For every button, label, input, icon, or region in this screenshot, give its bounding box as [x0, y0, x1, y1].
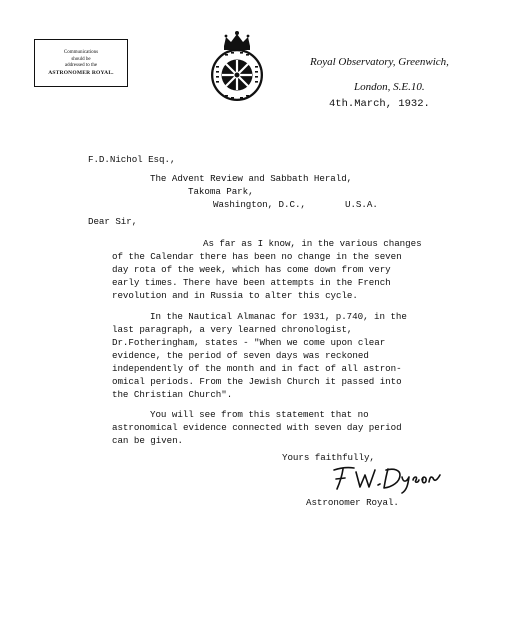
recipient-place: Takoma Park,	[188, 186, 254, 197]
body-line: can be given.	[112, 435, 184, 446]
address-line: Royal Observatory, Greenwich,	[310, 56, 449, 68]
address-line: London, S.E.10.	[354, 81, 425, 93]
body-line: independently of the month and in fact of all astron-	[112, 363, 402, 374]
signatory-title: Astronomer Royal.	[306, 497, 399, 508]
body-line: day rota of the week, which has come down from very	[112, 264, 391, 275]
stamp-line: ASTRONOMER ROYAL.	[48, 69, 114, 76]
body-line: As far as I know, in the various changes	[203, 238, 422, 249]
recipient-name: F.D.Nichol Esq.,	[88, 154, 176, 165]
body-line: You will see from this statement that no	[150, 409, 369, 420]
letter-date: 4th.March, 1932.	[329, 98, 430, 110]
recipient-country: U.S.A.	[345, 199, 378, 210]
stamp-line: addressed to the	[64, 63, 98, 68]
body-line: omical periods. From the Jewish Church it passed into	[112, 376, 402, 387]
body-line: early times. There have been attempts in the French	[112, 277, 391, 288]
closing: Yours faithfully,	[282, 452, 375, 463]
body-line: evidence, the period of seven days was reckoned	[112, 350, 369, 361]
stamp-line: Communications	[63, 50, 99, 55]
body-line: astronomical evidence connected with seven day period	[112, 422, 402, 433]
stamp-line: should be	[71, 56, 91, 62]
correspondence-stamp	[34, 39, 128, 87]
handwritten-signature-icon	[330, 460, 442, 494]
royal-observatory-crest-icon	[207, 30, 267, 102]
body-line: last paragraph, a very learned chronologist,	[112, 324, 353, 335]
recipient-org: The Advent Review and Sabbath Herald,	[150, 173, 353, 184]
body-line: the Christian Church".	[112, 389, 233, 400]
recipient-city: Washington, D.C.,	[213, 199, 306, 210]
body-line: revolution and in Russia to alter this cycle.	[112, 290, 358, 301]
body-line: In the Nautical Almanac for 1931, p.740, in the	[150, 311, 407, 322]
body-line: of the Calendar there has been no change in the seven	[112, 251, 402, 262]
salutation: Dear Sir,	[88, 216, 138, 227]
body-line: Dr.Fotheringham, states - "When we come upon clear	[112, 337, 386, 348]
